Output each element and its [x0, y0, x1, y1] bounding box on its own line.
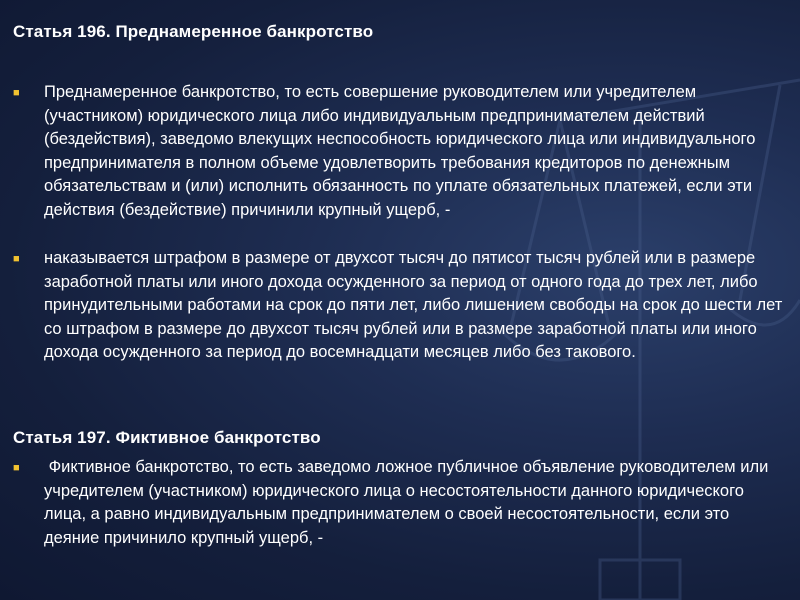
article-197-heading: Статья 197. Фиктивное банкротство	[13, 428, 321, 447]
bullet-icon: ■	[13, 87, 20, 99]
article-196-paragraph-1: Преднамеренное банкротство, то есть совершение руководителем или учредителем (участником) юридического лица либо индивидуальным предпринимателем действий (бездействия), заведомо влекущих неспособность юридического лица или индивидуального предпринимателя в полном объеме удовлетворить требования кредиторов по денежным обязательствам и (или) исполнить обязанность по уплате обязательных платежей, если эти действия (бездействие) причинили крупный ущерб, -	[44, 83, 756, 219]
bullet-icon: ■	[13, 253, 20, 265]
article-196-paragraph-2: наказывается штрафом в размере от двухсот тысяч до пятисот тысяч рублей или в размере заработной платы или иного дохода осужденного за период от одного года до трех лет, либо принудительными работами на срок до пяти лет, либо лишением свободы на срок до шести лет со штрафом в размере до двухсот тысяч рублей или в размере заработной платы или иного дохода осужденного за период до восемнадцати месяцев либо без такового.	[44, 249, 783, 362]
article-196-heading: Статья 196. Преднамеренное банкротство	[13, 22, 374, 41]
article-197-paragraph-1: Фиктивное банкротство, то есть заведомо ложное публичное объявление руководителем или учредителем (участником) юридического лица о несостоятельности данного юридического лица, а равно индивидуальным предпринимателем о своей несостоятельности, если это деяние причинило крупный ущерб, -	[44, 458, 773, 547]
bullet-icon: ■	[13, 462, 20, 474]
